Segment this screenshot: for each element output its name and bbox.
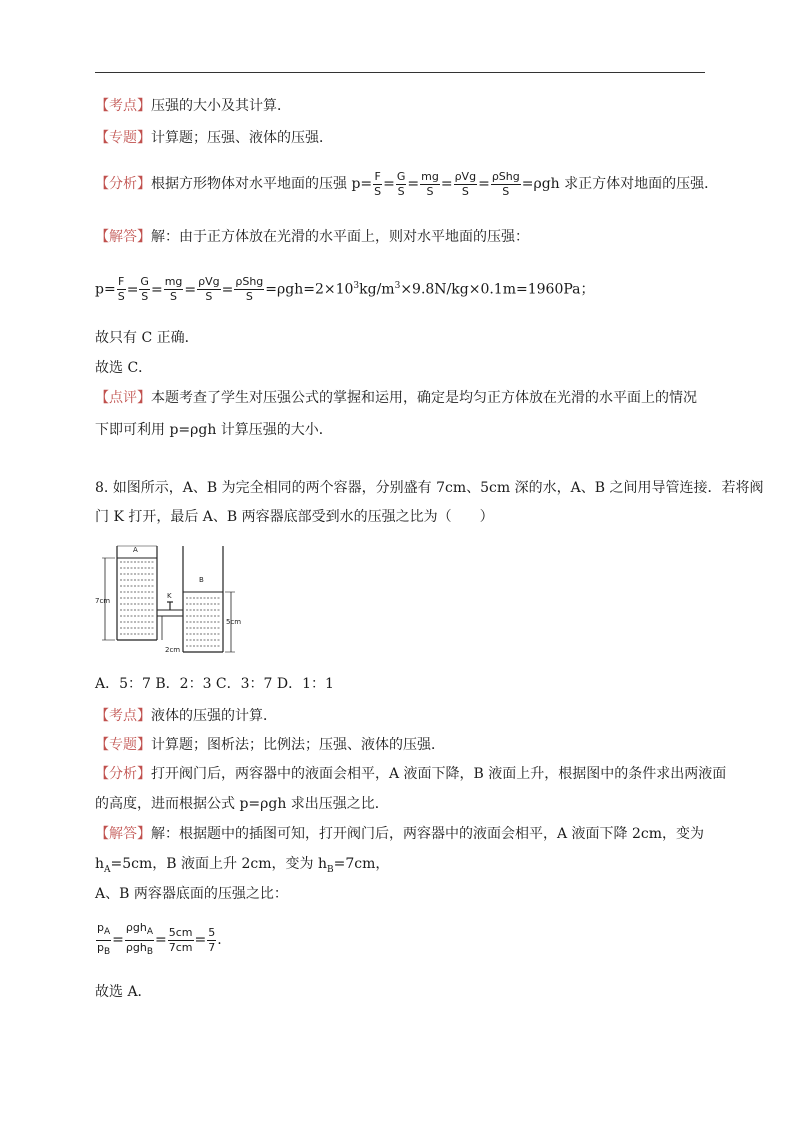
ratio-frac-p: $\frac{p_A}{p_B}$ (97, 921, 111, 957)
q8-jieda-3: A、B 两容器底面的压强之比： (95, 886, 288, 902)
fenxi-tag: 【分析】 (95, 176, 151, 192)
q7-fenxi: 【分析】根据方形物体对水平地面的压强 p= $\frac{F}{S}$ = $\frac{G}{S}$ = $\frac{mg}{S}$ = $\frac{\text{ρVg}}{S}$ = $\frac{\text{ρShg}}{S}$ =ρgh 求正方体对地面的压强． (95, 169, 719, 198)
label-5cm: 5cm (226, 618, 242, 626)
q8-kaodian (95, 706, 277, 726)
zhuanti-text: 计算题；图析法；比例法；压强、液体的压强． (151, 737, 445, 753)
jieda-tag: 【解答】 (95, 826, 151, 842)
formula-frac-g: $\frac{G}{S}$ (140, 275, 149, 304)
fenxi-frac-rshg: $\frac{\text{ρShg}}{S}$ (491, 169, 520, 198)
label-7cm: 7cm (95, 597, 111, 605)
jieda-text: 解：由于正方体放在光滑的水平面上，则对水平地面的压强： (151, 229, 529, 245)
fenxi-tag: 【分析】 (95, 766, 151, 782)
q8-fenxi (95, 764, 726, 784)
q8-question-1: 8. 如图所示，A、B 为完全相同的两个容器，分别盛有 7cm、5cm 深的水，A、B 之间用导管连接．若将阀 (95, 480, 764, 496)
formula-prefix: p= (95, 281, 116, 298)
fenxi-frac-mg: $\frac{mg}{S}$ (421, 169, 439, 198)
formula-frac-mg: $\frac{mg}{S}$ (164, 275, 183, 304)
q8-choice: 故选 A． (95, 984, 152, 1000)
formula-tail: =ρgh=2×10 (265, 281, 354, 298)
formula-frac-f: $\frac{F}{S}$ (117, 275, 125, 304)
kaodian-text: 液体的压强的计算． (151, 708, 277, 724)
q7-zhuanti (95, 128, 333, 148)
q7-dianping (95, 388, 697, 408)
q7-formula: p= $\frac{F}{S}$ = $\frac{G}{S}$ = $\frac{mg}{S}$ = $\frac{\text{ρVg}}{S}$ = $\frac{\text{ρShg}}{S}$ $=\rho gh=2\times 10^3kg/m^3\times 9.8N/kg\times 0.1m=1960Pa$； (95, 275, 595, 304)
fenxi-text-b: =ρgh 求正方体对地面的压强． (521, 176, 719, 192)
zhuanti-tag: 【专题】 (95, 737, 151, 753)
header-rule (95, 72, 705, 73)
label-a: A (133, 546, 138, 554)
jieda-tag: 【解答】 (95, 229, 151, 245)
q8-ratio-formula: $\frac{p_A}{p_B}$ = $\frac{\rho gh_A}{\rho gh_B}$ = $\frac{5cm}{7cm}$ = $\frac{5}{7}$ . (97, 921, 222, 957)
q7-choice: 故选 C． (95, 360, 153, 376)
q8-jieda (95, 824, 704, 844)
ratio-frac-rho: $\frac{\rho gh_A}{\rho gh_B}$ (125, 921, 154, 957)
label-b: B (199, 576, 204, 584)
kaodian-text: 压强的大小及其计算． (151, 98, 291, 114)
jieda-text-1: 解：根据题中的插图可知，打开阀门后，两容器中的液面会相平，A 液面下降 2cm，变为 (151, 826, 705, 842)
fenxi-text-a: 根据方形物体对水平地面的压强 p= (151, 176, 373, 192)
container-diagram (95, 540, 245, 656)
zhuanti-tag: 【专题】 (95, 130, 151, 146)
q7-conclusion: 故只有 C 正确． (95, 330, 199, 346)
q8-zhuanti (95, 735, 445, 755)
formula-frac-rshg: $\frac{\text{ρShg}}{S}$ (235, 275, 264, 304)
ratio-frac-cm: $\frac{5cm}{7cm}$ (168, 925, 193, 954)
fenxi-frac-g: $\frac{G}{S}$ (396, 169, 406, 198)
dianping-tag: 【点评】 (95, 390, 151, 406)
label-2cm: 2cm (165, 646, 181, 654)
q7-dianping-2: 下即可利用 p=ρgh 计算压强的大小． (95, 422, 333, 438)
formula-rest: ×9.8N/kg×0.1m=1960Pa； (400, 281, 595, 298)
q8-question-2: 门 K 打开，最后 A、B 两容器底部受到水的压强之比为（ ） (95, 509, 494, 525)
q8-fenxi-2: 的高度，进而根据公式 p=ρgh 求出压强之比． (95, 796, 389, 812)
q8-options: A．5：7 B．2：3 C．3：7 D．1：1 (95, 676, 334, 692)
zhuanti-text: 计算题；压强、液体的压强． (151, 130, 333, 146)
fenxi-text-1: 打开阀门后，两容器中的液面会相平，A 液面下降，B 液面上升，根据图中的条件求出两液面 (151, 766, 727, 782)
q7-jieda (95, 227, 529, 247)
container-figure (95, 540, 245, 656)
fenxi-frac-rvg: $\frac{\text{ρVg}}{S}$ (454, 169, 477, 198)
q8-jieda-2: $h_A=5cm$，B 液面上升 2cm，变为 $h_B=7cm$， (95, 856, 390, 875)
kaodian-tag: 【考点】 (95, 98, 151, 114)
formula-frac-rvg: $\frac{\text{ρVg}}{S}$ (198, 275, 220, 304)
label-k: K (167, 592, 172, 600)
ratio-frac-num: $\frac{5}{7}$ (208, 925, 216, 954)
kaodian-tag: 【考点】 (95, 708, 151, 724)
dianping-text-1: 本题考查了学生对压强公式的掌握和运用，确定是均匀正方体放在光滑的水平面上的情况 (151, 390, 697, 406)
q7-kaodian (95, 96, 291, 116)
fenxi-frac-f: $\frac{F}{S}$ (374, 169, 382, 198)
